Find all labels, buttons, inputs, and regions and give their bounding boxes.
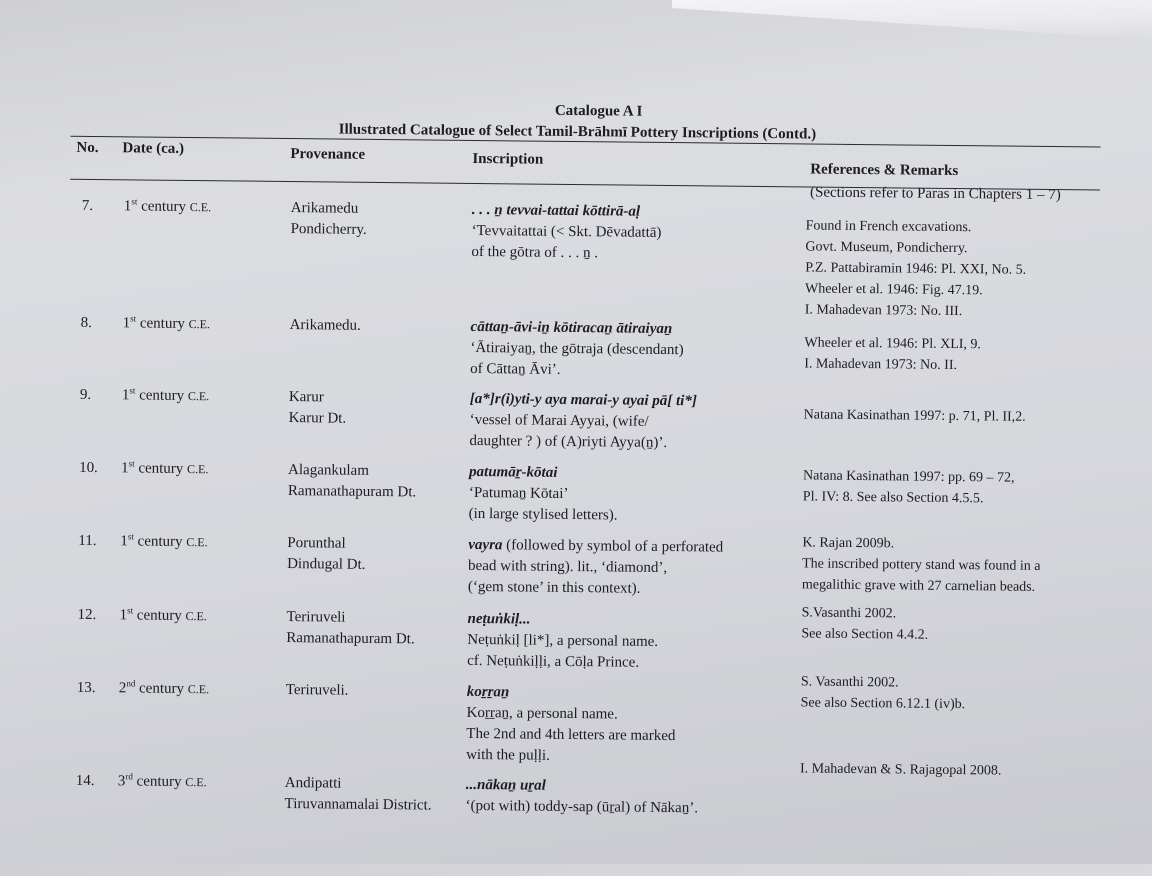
- inscription-text: [470, 389, 697, 412]
- provenance-line-1: Alagankulam: [288, 462, 369, 479]
- inscription-translation-line: ‘vessel of Marai Ayyai, (wife/: [469, 411, 649, 430]
- reference-line: See also Section 6.12.1 (iv)b.: [800, 695, 966, 713]
- date-century: century: [132, 773, 182, 790]
- inscription-translation-line: daughter ? ) of (A)riyti Ayya(ṉ)’.: [469, 432, 668, 452]
- date-era: C.E.: [188, 316, 211, 332]
- reference-line: I. Mahadevan & S. Rajagopal 2008.: [799, 761, 1002, 779]
- reference-line: Natana Kasinathan 1997: p. 71, Pl. II,2.: [803, 407, 1026, 425]
- date-ordinal-suffix: rd: [125, 771, 133, 782]
- inscription-translation-line: ‘Patumaṉ Kōtai’: [468, 484, 569, 502]
- row-number: 13.: [76, 679, 96, 697]
- date-ordinal-suffix: st: [128, 458, 135, 469]
- row-number: 8.: [80, 314, 92, 331]
- reference-line: Govt. Museum, Pondicherry.: [805, 239, 968, 257]
- date-century: century: [132, 607, 182, 624]
- date-ordinal: 1: [119, 607, 128, 624]
- reference-line: P.Z. Pattabiramin 1946: Pl. XXI, No. 5.: [805, 260, 1027, 278]
- date-century: century: [137, 198, 187, 215]
- date-century: century: [134, 460, 184, 477]
- date-century: century: [135, 680, 185, 697]
- inscription-transliteration: cāttaṉ-āvi-iṉ kōtiracaṉ ātiraiyaṉ: [470, 318, 673, 338]
- row-date: [120, 531, 208, 553]
- row-number: 14.: [75, 772, 95, 790]
- row-date: [121, 458, 209, 480]
- col-header-references: References & Remarks: [810, 161, 959, 180]
- inscription-text: [470, 317, 672, 340]
- inscription-transliteration: neṭuṅkiḷ...: [467, 610, 531, 628]
- inscription-translation-line: ‘(pot with) toddy-sap (ūṟal) of Nākaṉ’.: [465, 797, 699, 817]
- date-century: century: [135, 387, 185, 404]
- inscription-text: [472, 200, 641, 223]
- reference-line: I. Mahadevan 1973: No. III.: [804, 302, 963, 320]
- date-era: C.E.: [186, 534, 208, 550]
- inscription-translation-line: Neṭuṅkiḷ [li*], a personal name.: [467, 631, 659, 650]
- row-date: [124, 196, 212, 218]
- date-ordinal: 1: [121, 387, 130, 404]
- reference-line: The inscribed pottery stand was found in a: [802, 556, 1041, 574]
- provenance-line-1: Arikamedu: [290, 200, 359, 217]
- row-number: 12.: [77, 606, 97, 624]
- provenance-line-2: Dindugal Dt.: [287, 556, 366, 573]
- provenance-line-1: Karur: [288, 389, 324, 406]
- inscription-transliteration: vayra: [468, 536, 503, 554]
- inscription-transliteration: koṟṟaṉ: [466, 683, 510, 701]
- provenance-line-1: Andipatti: [284, 775, 342, 792]
- date-era: C.E.: [185, 608, 207, 624]
- inscription-translation-line: ‘Ātiraiyaṉ, the gōtraja (descendant): [470, 339, 684, 359]
- row-number: 9.: [79, 386, 92, 403]
- col-header-provenance: Provenance: [290, 146, 366, 163]
- inscription-text: [469, 462, 558, 484]
- inscription-transliteration: [a*]r(i)yti-y aya marai-y ayai pā[ ti*]: [469, 390, 697, 410]
- date-ordinal: 1: [123, 198, 132, 215]
- inscription-text: [468, 535, 723, 559]
- date-era: C.E.: [185, 774, 207, 790]
- reference-line: megalithic grave with 27 carnelian beads.: [801, 577, 1036, 595]
- inscription-text: [467, 682, 510, 703]
- provenance-line-2: Karur Dt.: [288, 410, 347, 427]
- provenance-line-1: Teriruveli.: [285, 682, 349, 699]
- inscription-translation-line: of the gōtra of . . . ṉ .: [471, 243, 599, 262]
- reference-line: Wheeler et al. 1946: Fig. 47.19.: [804, 281, 983, 299]
- col-header-references-note: (Sections refer to Paras in Chapters 1 – 7): [809, 184, 1061, 204]
- reference-line: Natana Kasinathan 1997: pp. 69 – 72,: [802, 468, 1015, 486]
- reference-line: K. Rajan 2009b.: [802, 535, 895, 552]
- date-ordinal-suffix: st: [130, 313, 137, 324]
- inscription-transliteration: . . . ṉ tevvai-tattai kōttirā-aḷ: [471, 201, 641, 220]
- provenance-line-1: Arikamedu.: [289, 317, 361, 334]
- reference-line: Found in French excavations.: [805, 218, 972, 236]
- inscription-translation-line: with the puḷḷi.: [466, 746, 550, 764]
- inscription-translation-line: of Cāttaṉ Āvi’.: [470, 360, 561, 378]
- date-ordinal-suffix: st: [131, 196, 138, 207]
- date-ordinal: 1: [121, 460, 129, 477]
- date-era: C.E.: [187, 461, 209, 477]
- row-date: [123, 313, 211, 335]
- inscription-translation-line: The 2nd and 4th letters are marked: [466, 725, 676, 745]
- inscription-translation-line: ‘Tevvaitattai (< Skt. Dēvadattā): [471, 222, 662, 241]
- inscription-translation-line: (‘gem stone’ in this context).: [467, 578, 641, 597]
- provenance-line-2: Pondicherry.: [290, 221, 367, 238]
- date-ordinal-suffix: st: [127, 605, 134, 616]
- row-number: 11.: [78, 532, 97, 550]
- inscription-transliteration: ...nākaṉ uṟal: [465, 776, 546, 794]
- reference-line: Pl. IV: 8. See also Section 4.5.5.: [802, 489, 984, 507]
- provenance-line-1: Porunthal: [287, 535, 346, 552]
- catalogue-subtitle: Illustrated Catalogue of Select Tamil-Brāhmī Pottery Inscriptions (Contd.): [338, 121, 817, 143]
- date-era: C.E.: [187, 388, 210, 404]
- reference-line: Wheeler et al. 1946: Pl. XLI, 9.: [804, 335, 982, 353]
- date-ordinal-suffix: nd: [126, 678, 136, 689]
- row-number: 10.: [79, 459, 98, 477]
- date-ordinal: 3: [117, 773, 126, 790]
- date-ordinal-suffix: st: [129, 385, 136, 396]
- col-header-inscription: Inscription: [472, 150, 544, 168]
- row-number: 7.: [81, 197, 94, 214]
- reference-line: See also Section 4.4.2.: [801, 626, 929, 643]
- inscription-translation-line: (in large stylised letters).: [468, 505, 618, 524]
- catalogue-title: Catalogue A I: [554, 102, 643, 120]
- row-date: [119, 678, 210, 700]
- date-ordinal: 1: [120, 533, 128, 550]
- date-ordinal: 1: [122, 315, 131, 332]
- col-header-date: Date (ca.): [122, 140, 185, 157]
- date-ordinal: 2: [118, 680, 127, 697]
- date-century: century: [136, 315, 185, 332]
- inscription-tail: (followed by symbol of a perforated: [502, 537, 724, 556]
- provenance-line-2: Ramanathapuram Dt.: [286, 630, 415, 648]
- date-era: C.E.: [189, 199, 212, 215]
- inscription-text: [467, 609, 530, 631]
- date-era: C.E.: [187, 682, 210, 697]
- inscription-text: [466, 775, 546, 797]
- inscription-translation-line: cf. Neṭuṅkiḷḷi, a Cōḷa Prince.: [467, 652, 640, 671]
- row-date: [118, 771, 207, 793]
- inscription-transliteration: patumāṟ-kōtai: [468, 463, 558, 481]
- col-header-no: No.: [76, 139, 99, 157]
- reference-line: S.Vasanthi 2002.: [801, 605, 897, 622]
- row-date: [122, 385, 210, 407]
- inscription-translation-line: bead with string). lit., ‘diamond’,: [468, 557, 668, 577]
- date-century: century: [133, 533, 183, 550]
- provenance-line-1: Teriruveli: [286, 609, 346, 626]
- provenance-line-2: Tiruvannamalai District.: [284, 796, 432, 814]
- row-date: [119, 605, 207, 627]
- reference-line: S. Vasanthi 2002.: [800, 674, 899, 691]
- reference-line: I. Mahadevan 1973: No. II.: [804, 356, 958, 374]
- provenance-line-2: Ramanathapuram Dt.: [287, 483, 417, 501]
- date-ordinal-suffix: st: [127, 531, 134, 542]
- inscription-translation-line: Koṟṟaṉ, a personal name.: [466, 704, 618, 723]
